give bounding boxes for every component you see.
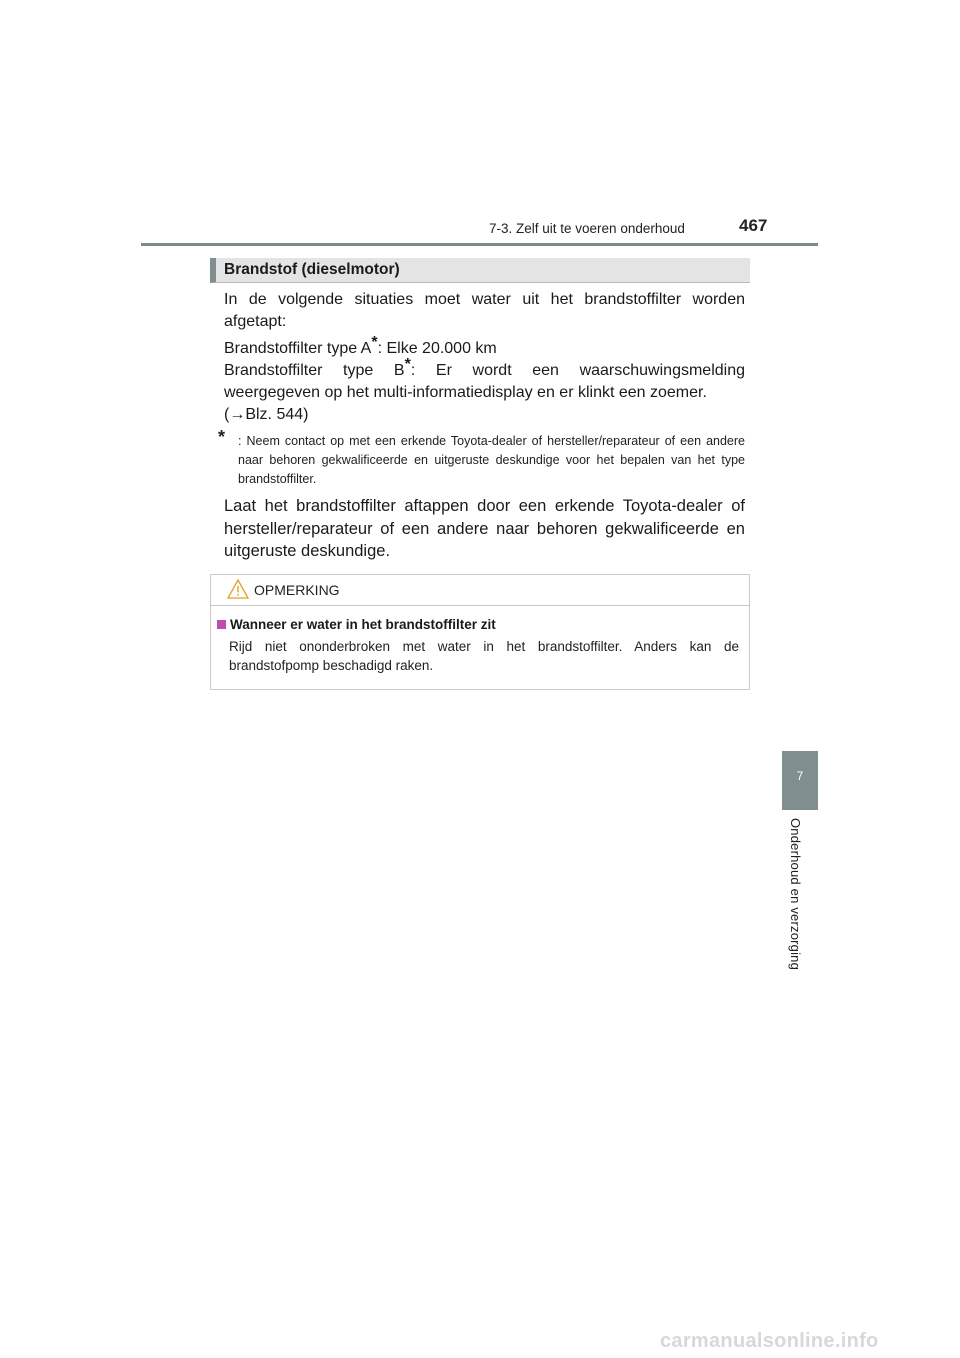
notice-text: Rijd niet ononderbroken met water in het brandstoffilter. Anders kan de brandstofpomp beschadigd raken. (229, 639, 739, 673)
section-heading (210, 258, 750, 283)
filter-b-paragraph (224, 356, 745, 404)
chapter-section-title: 7-3. Zelf uit te voeren onderhoud (489, 221, 685, 236)
asterisk-marker: * (404, 356, 411, 373)
footnote (218, 427, 745, 489)
page-number: 467 (739, 216, 768, 235)
footnote-asterisk: * (218, 427, 226, 447)
filter-a-label: Brandstoffilter type A (224, 340, 372, 357)
footnote-text: : Neem contact op met een erkende Toyota-dealer of hersteller/reparateur of een andere naar behoren gekwalificeerde en uitgeruste deskundige voor het bepalen van het type brandstoffilter. (238, 434, 745, 486)
chapter-tab (782, 751, 818, 810)
filter-a-line (224, 334, 745, 360)
notice-header (211, 575, 749, 606)
chapter-number: 7 (796, 769, 804, 783)
instruction-paragraph: Laat het brandstoffilter aftappen door een erkende Toyota-dealer of hersteller/reparateur of een andere naar behoren gekwalificeerde en uitgeruste deskundige. (224, 497, 745, 560)
page-reference: (→Blz. 544) (224, 406, 309, 423)
chapter-label: Onderhoud en verzorging (788, 818, 803, 971)
notice-subheading (217, 617, 496, 632)
section-heading-text: Brandstof (dieselmotor) (224, 261, 400, 278)
asterisk-marker: * (371, 334, 378, 351)
square-bullet-icon (217, 620, 226, 629)
filter-b-label: Brandstoffilter type B (224, 362, 405, 379)
warning-triangle-icon (227, 579, 249, 599)
filter-b-text: : Er wordt een waarschuwingsmelding weergegeven op het multi-informatiedisplay en er klinkt een zoemer. (224, 362, 745, 401)
filter-a-text: : Elke 20.000 km (377, 340, 497, 357)
notice-title: OPMERKING (254, 582, 340, 598)
notice-box (210, 574, 750, 690)
intro-paragraph: In de volgende situaties moet water uit het brandstoffilter worden afgetapt: (224, 291, 745, 330)
notice-subheading-text: Wanneer er water in het brandstoffilter zit (230, 617, 496, 632)
watermark: carmanualsonline.info (660, 1330, 879, 1352)
header-divider (141, 243, 818, 246)
